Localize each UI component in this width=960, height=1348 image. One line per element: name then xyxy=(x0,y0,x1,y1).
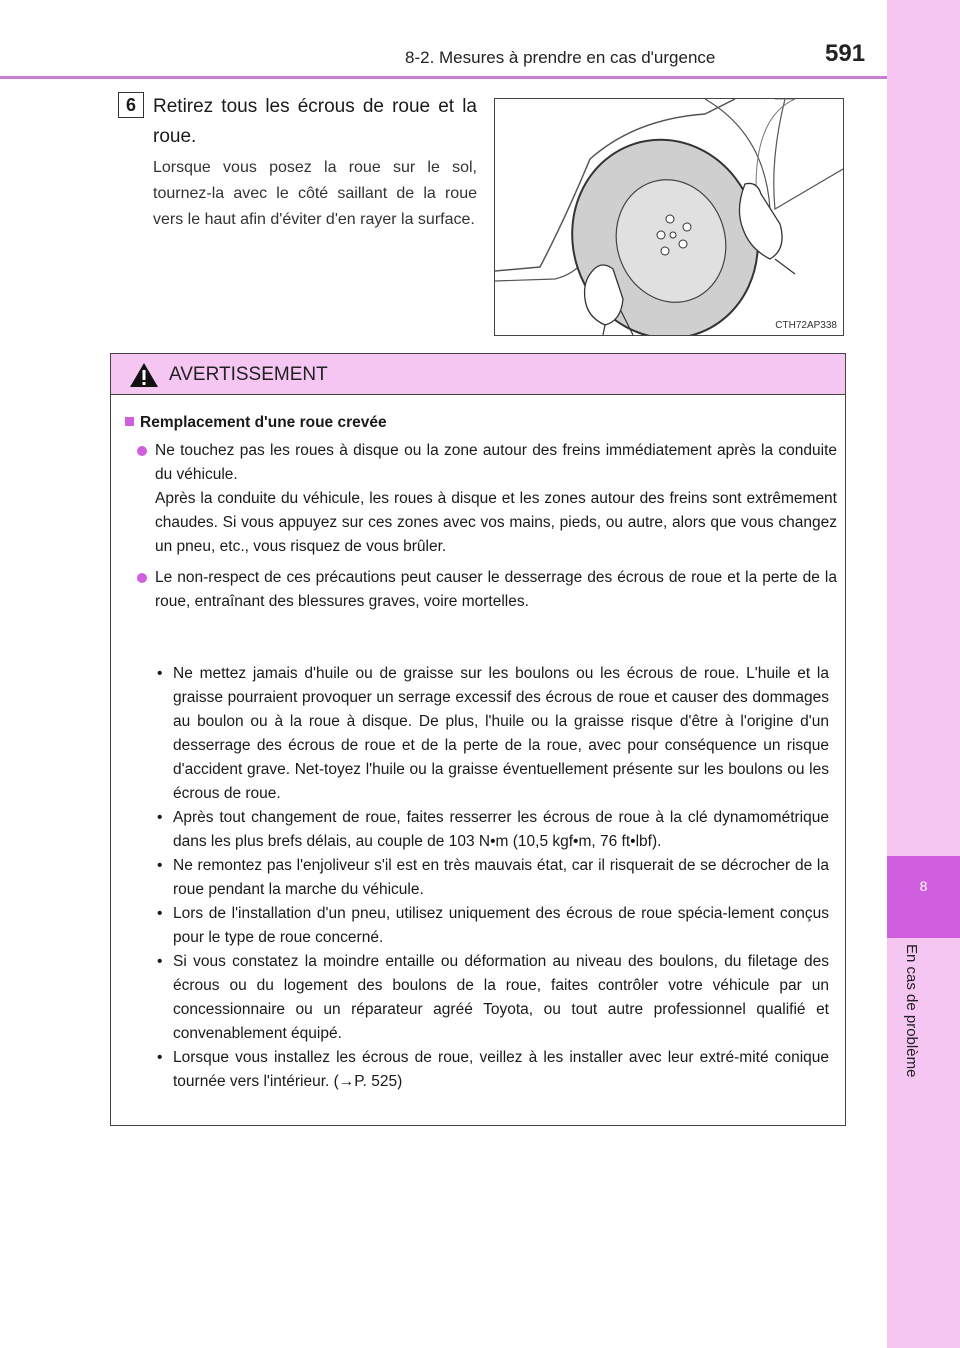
warning-title: AVERTISSEMENT xyxy=(169,364,328,385)
list-item: • Si vous constatez la moindre entaille ou déformation au niveau des boulons, du filetage des écrous ou du logement des boulons de la roue, faites contrôler votre véhicule par un concessionnaire ou un réparateur agréé Toyota, ou tout autre professionnel qualifié et convenablement équipé. xyxy=(157,953,829,1042)
round-bullet-icon xyxy=(137,446,147,456)
warning-header xyxy=(111,354,845,395)
warning-bullet: Ne touchez pas les roues à disque ou la zone autour des freins immédiatement après la conduite du véhicule. Après la conduite du véhicule, les roues à disque et les zones autour des freins sont extrêmement chaudes. Si vous appuyez sur ces zones avec vos mains, pieds, ou autre, alors que vous changez un pneu, etc., vous risquez de vous brûler. xyxy=(137,439,837,559)
square-bullet-icon xyxy=(125,417,134,426)
round-bullet-icon xyxy=(137,573,147,583)
warning-item-list xyxy=(155,662,829,1094)
chapter-tab[interactable] xyxy=(887,856,960,938)
warning-box xyxy=(110,353,846,1126)
step-number-box: 6 xyxy=(118,92,144,118)
chapter-number: 8 xyxy=(919,878,928,894)
wheel-removal-illustration xyxy=(494,98,844,336)
list-item: • Lorsque vous installez les écrous de roue, veillez à les installer avec leur extré-mité conique tournée vers l'intérieur. (→P. 525) xyxy=(157,1049,829,1090)
wheel-drawing xyxy=(495,99,843,335)
chapter-label: En cas de problème xyxy=(903,944,920,1078)
warning-subheading: Remplacement d'une roue crevée xyxy=(125,411,387,435)
header-divider xyxy=(0,76,887,79)
page-number: 591 xyxy=(825,40,866,67)
warning-bullet: Le non-respect de ces précautions peut causer le desserrage des écrous de roue et la perte de la roue, entraînant des blessures graves, voire mortelles. xyxy=(137,566,837,614)
list-item: • Après tout changement de roue, faites resserrer les écrous de roue à la clé dynamométrique dans les plus brefs délais, au couple de 103 N•m (10,5 kgf•m, 76 ft•lbf). xyxy=(157,809,829,850)
chapter-sidebar xyxy=(887,0,960,1348)
step-body: Lorsque vous posez la roue sur le sol, tournez-la avec le côté saillant de la roue vers le haut afin d'éviter d'en rayer la surface. xyxy=(153,159,477,228)
warning-triangle-icon xyxy=(129,362,159,393)
list-item: • Ne remontez pas l'enjoliveur s'il est en très mauvais état, car il risquerait de se décrocher de la roue pendant la marche du véhicule. xyxy=(157,857,829,898)
step-title: Retirez tous les écrous de roue et la roue. xyxy=(153,96,477,147)
list-item: • Lors de l'installation d'un pneu, utilisez uniquement des écrous de roue spécia-lement conçus pour le type de roue concerné. xyxy=(157,905,829,946)
list-item: • Ne mettez jamais d'huile ou de graisse sur les boulons ou les écrous de roue. L'huile et la graisse pourraient provoquer un serrage excessif des écrous de roue et causer des dommages au boulon ou à la roue à disque. De plus, l'huile ou la graisse risque d'être à l'origine d'un desserrage des écrous de roue et de la perte de la roue, avec pour conséquence un risque d'accident grave. Net-toyez l'huile ou la graisse éventuellement présente sur les boulons ou les écrous de roue. xyxy=(157,665,829,802)
section-title: 8-2. Mesures à prendre en cas d'urgence xyxy=(405,48,716,67)
figure-code: CTH72AP338 xyxy=(775,320,837,331)
